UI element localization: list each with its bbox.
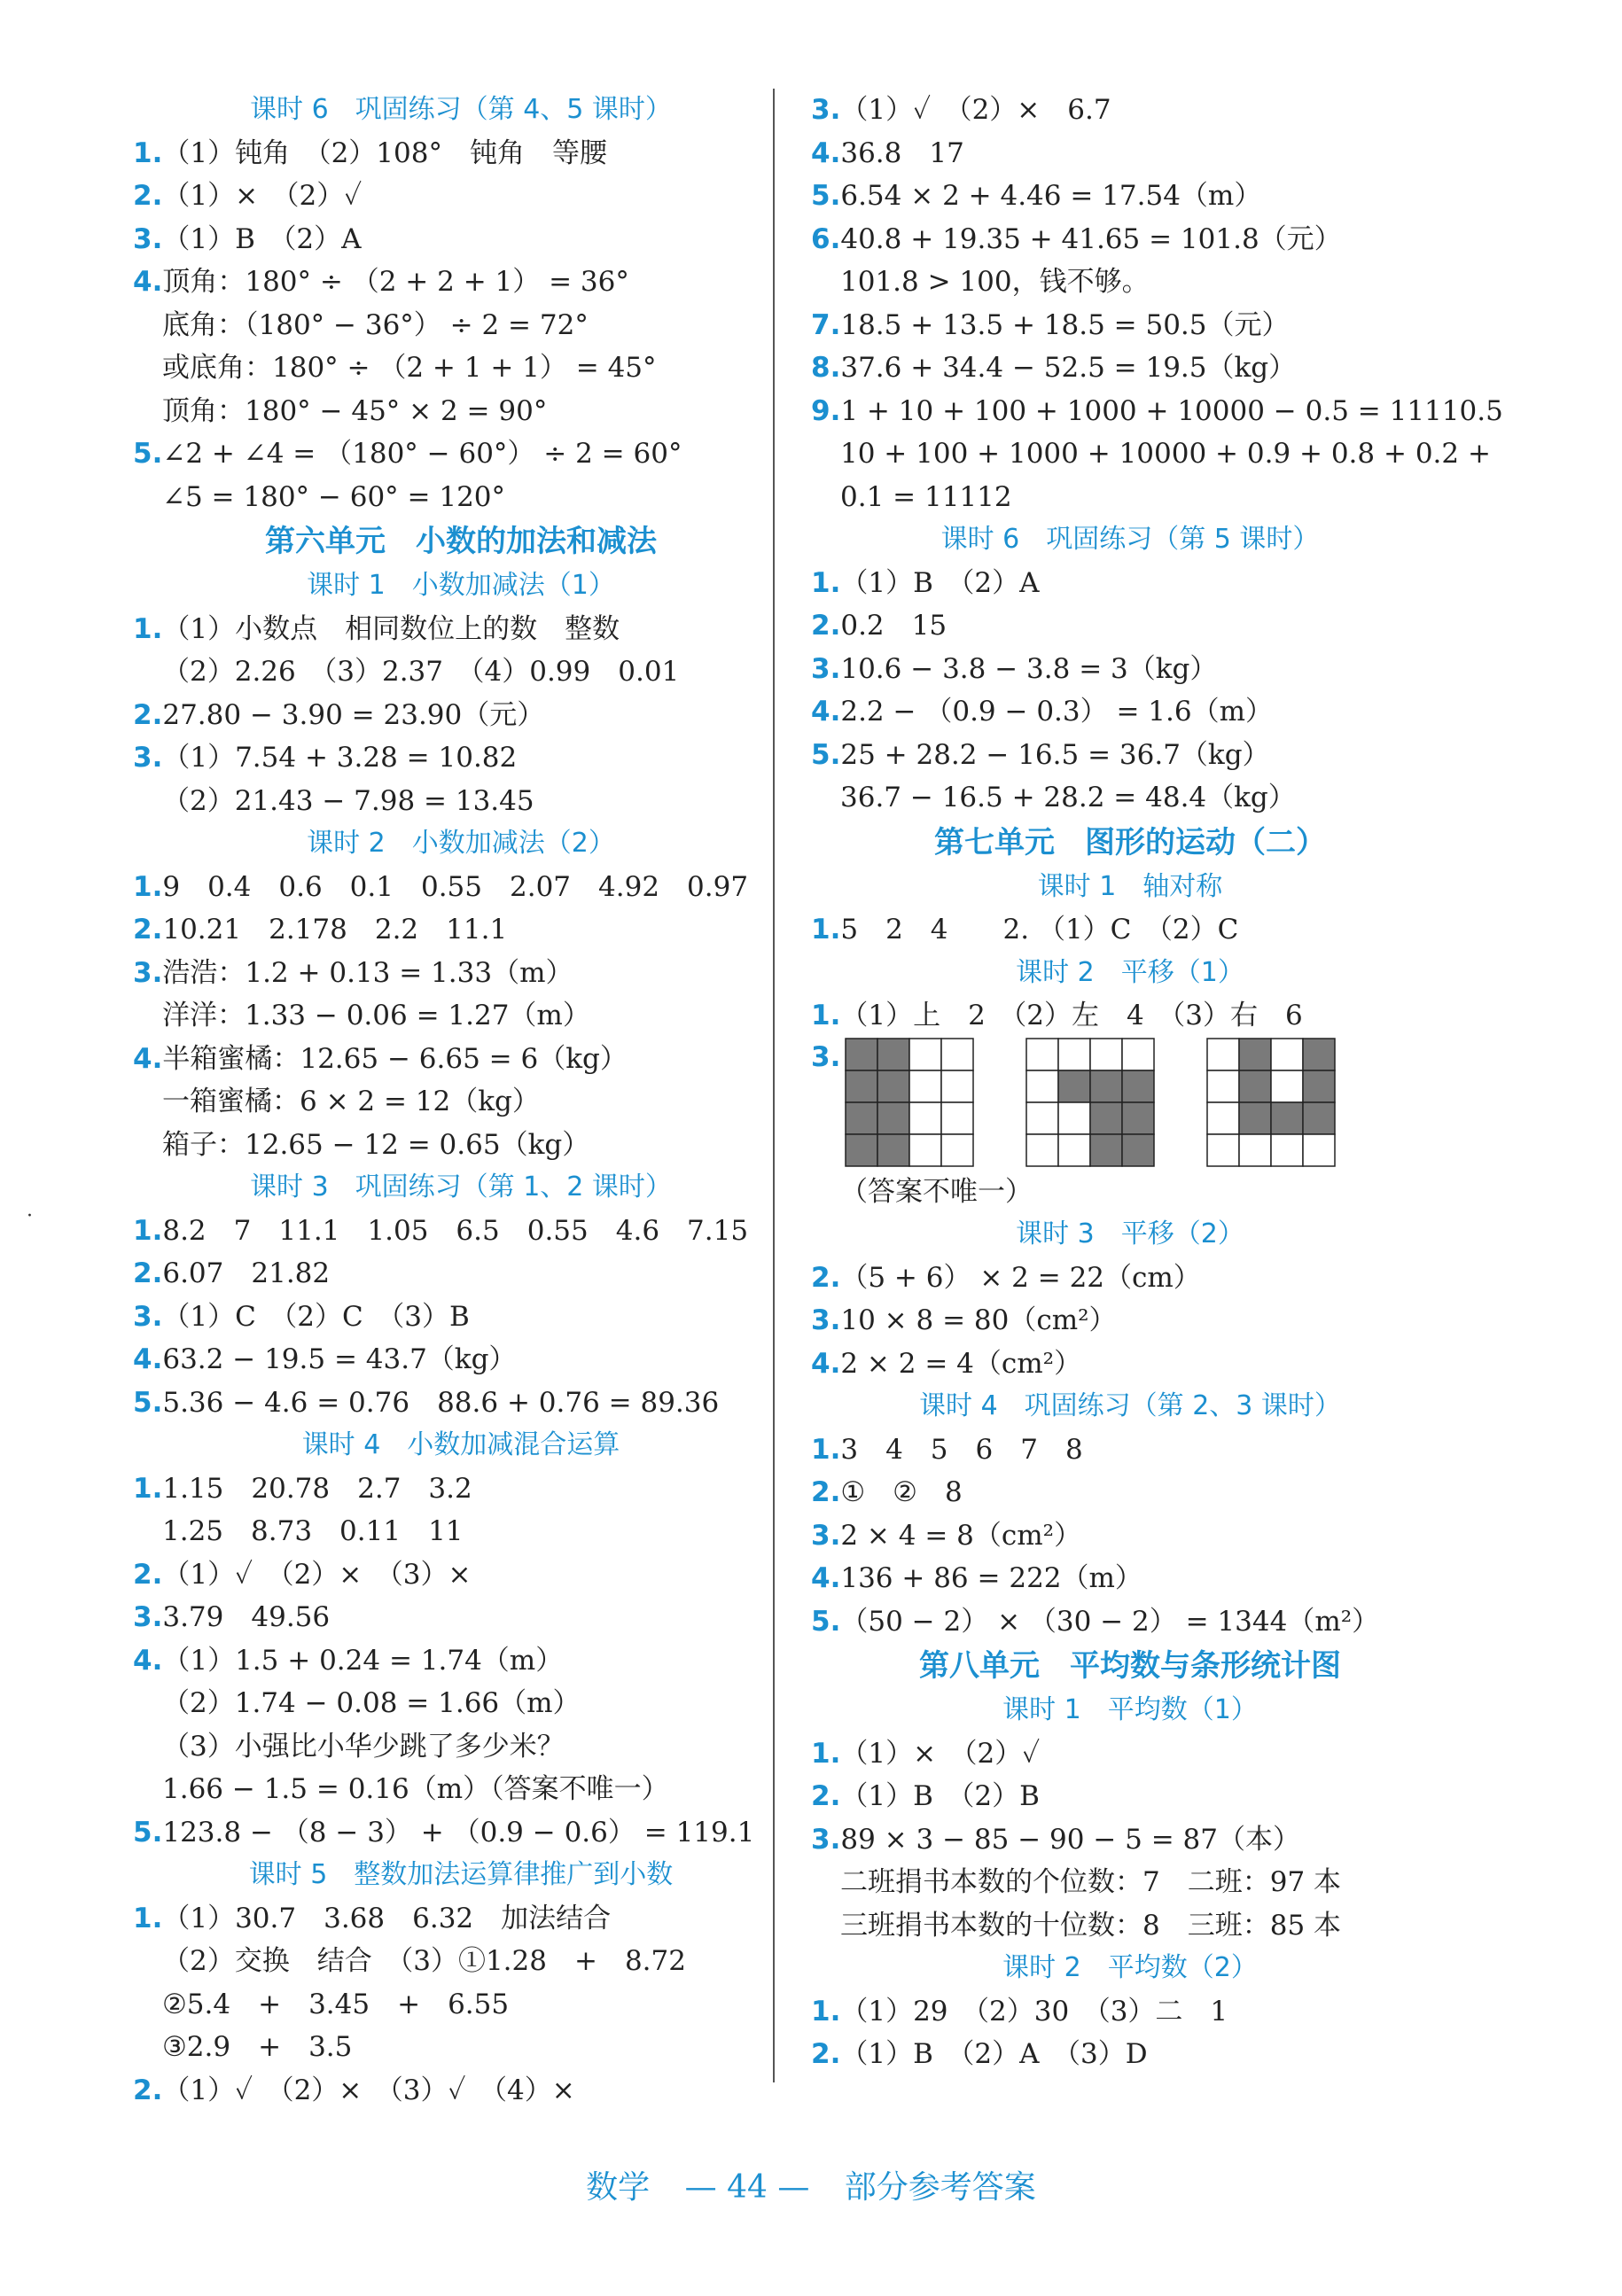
- grid-cell-empty: [1090, 1039, 1122, 1070]
- question-number: 5.: [133, 1386, 163, 1419]
- lesson-heading: 课时 1 轴对称: [1037, 870, 1223, 902]
- grid-cell-empty: [1207, 1070, 1239, 1102]
- grid-cell-empty: [1207, 1039, 1239, 1070]
- answer-line: [133, 952, 789, 995]
- answer-text: （1）B （2）A: [162, 222, 362, 255]
- grid-cell-filled: [877, 1039, 909, 1070]
- answer-text: （1）钝角 （2）108° 钝角 等腰: [162, 136, 607, 169]
- margin-mark: ·: [27, 1205, 33, 1227]
- answer-continuation: （答案不唯一）: [840, 1175, 1033, 1208]
- answer-line: [811, 1343, 1449, 1386]
- answer-continuation: 顶角：180° − 45° × 2 = 90°: [162, 394, 548, 427]
- answer-line: [133, 1038, 789, 1081]
- grid-cell-filled: [1303, 1102, 1335, 1134]
- question-number: 2.: [811, 610, 841, 642]
- answer-text: 10.6 − 3.8 − 3.8 = 3（kg）: [840, 652, 1218, 685]
- answer-line: [133, 2069, 789, 2113]
- answer-text: 3 4 5 6 7 8: [840, 1433, 1083, 1466]
- answer-continuation: ∠5 = 180° − 60° = 120°: [162, 480, 506, 513]
- grid-cell-empty: [909, 1039, 941, 1070]
- question-number: 2.: [811, 1261, 841, 1294]
- grid-cell-empty: [1026, 1039, 1058, 1070]
- grid-cell-filled: [1239, 1070, 1271, 1102]
- answer-line: [133, 694, 789, 737]
- lesson-heading: 课时 1 小数加减法（1）: [307, 570, 615, 601]
- answer-line: [811, 1775, 1449, 1818]
- answer-line: [811, 994, 1449, 1038]
- question-number: 1.: [133, 1472, 163, 1505]
- grid-cell-empty: [1026, 1134, 1058, 1166]
- answer-text: 半箱蜜橘：12.65 − 6.65 = 6（kg）: [162, 1042, 628, 1075]
- question-number: 2.: [133, 180, 163, 212]
- question-number: 3.: [811, 652, 841, 685]
- question-number: 6.: [811, 222, 841, 255]
- grid-cell-filled: [1122, 1102, 1154, 1134]
- answer-continuation: （2）交换 结合 （3）①1.28 + 8.72: [162, 1945, 686, 1977]
- lesson-heading: 课时 2 平移（1）: [1016, 956, 1244, 988]
- answer-text: 27.80 − 3.90 = 23.90（元）: [162, 698, 545, 731]
- answer-line: [133, 736, 789, 780]
- answer-continuation: ③2.9 + 3.5: [162, 2031, 353, 2063]
- answer-text: 1 + 10 + 100 + 1000 + 10000 − 0.5 = 11110.5: [840, 394, 1503, 427]
- answer-line: [811, 2033, 1449, 2076]
- answer-text: 5 2 4 2. （1）C （2）C: [840, 914, 1239, 946]
- answer-line: [133, 866, 789, 909]
- answer-text: （1）1.5 + 0.24 = 1.74（m）: [162, 1644, 564, 1677]
- answer-line: [811, 1514, 1449, 1558]
- question-number: 5.: [811, 738, 841, 771]
- footer-section: 部分参考答案: [844, 2169, 1036, 2206]
- answer-text: 63.2 − 19.5 = 43.7（kg）: [162, 1343, 517, 1375]
- answer-line: [811, 562, 1449, 605]
- answer-text: 18.5 + 13.5 + 18.5 = 50.5（元）: [840, 308, 1290, 341]
- question-number: 3.: [133, 742, 163, 774]
- answer-text: 浩浩：1.2 + 0.13 = 1.33（m）: [162, 956, 573, 989]
- unit-heading: 第八单元 平均数与条形统计图: [919, 1648, 1341, 1684]
- question-number: 3.: [811, 1519, 841, 1552]
- grid-figure-3: [1206, 1038, 1336, 1167]
- question-number: 1.: [811, 1000, 841, 1031]
- grid-cell-filled: [1239, 1102, 1271, 1134]
- question-number: 2.: [811, 1780, 841, 1812]
- answer-text: （1）30.7 3.68 6.32 加法结合: [162, 1902, 612, 1934]
- grid-cell-filled: [1303, 1039, 1335, 1070]
- grid-cell-empty: [909, 1102, 941, 1134]
- answer-text: （1）B （2）B: [840, 1780, 1040, 1812]
- answer-text: （1）29 （2）30 （3）二 1: [840, 1995, 1228, 2027]
- answer-continuation: 1.66 − 1.5 = 0.16（m）（答案不唯一）: [162, 1773, 669, 1805]
- grid-cell-filled: [1058, 1070, 1090, 1102]
- answer-line: [133, 908, 789, 952]
- question-number: 3.: [133, 222, 163, 255]
- question-number: 1.: [811, 1995, 841, 2027]
- lesson-heading: 课时 6 巩固练习（第 5 课时）: [940, 524, 1320, 555]
- answer-continuation: 底角：（180° − 36°） ÷ 2 = 72°: [162, 308, 589, 341]
- answer-line: [133, 261, 789, 304]
- answer-line: [133, 175, 789, 218]
- answer-text: 89 × 3 − 85 − 90 − 5 = 87（本）: [840, 1823, 1301, 1856]
- answer-line: [133, 1210, 789, 1253]
- answer-text: （50 − 2） × （30 − 2） = 1344（m²）: [840, 1605, 1380, 1638]
- question-number: 2.: [133, 2074, 163, 2106]
- question-number: 1.: [133, 870, 163, 903]
- question-number: 3.: [133, 956, 163, 989]
- grid-cell-filled: [846, 1134, 877, 1166]
- question-number: 1.: [811, 1737, 841, 1770]
- grid-cell-filled: [877, 1070, 909, 1102]
- question-number: 8.: [811, 352, 841, 384]
- question-number: 1.: [811, 914, 841, 946]
- lesson-heading: 课时 1 平均数（1）: [1002, 1694, 1258, 1725]
- answer-continuation: 101.8 > 100，钱不够。: [840, 266, 1150, 298]
- answer-text: （1）7.54 + 3.28 = 10.82: [162, 742, 518, 774]
- answer-text: （1）小数点 相同数位上的数 整数: [162, 612, 620, 645]
- answer-line: [811, 1990, 1449, 2034]
- answer-continuation: （3）小强比小华少跳了多少米？: [162, 1730, 565, 1763]
- answer-text: 6.07 21.82: [162, 1257, 331, 1289]
- lesson-heading: 课时 3 平移（2）: [1016, 1218, 1244, 1249]
- answer-line: [811, 1557, 1449, 1600]
- answer-text: 2.2 − （0.9 − 0.3） = 1.6（m）: [840, 696, 1274, 728]
- answer-text: 8.2 7 11.1 1.05 6.5 0.55 4.6 7.15: [162, 1214, 749, 1247]
- answer-text: （1）B （2）A （3）D: [840, 2038, 1148, 2070]
- question-number: 3.: [811, 1823, 841, 1856]
- answer-line: [811, 1257, 1449, 1300]
- grid-cell-empty: [909, 1070, 941, 1102]
- answer-text: 0.2 15: [840, 610, 947, 642]
- page-number: — 44 —: [684, 2169, 810, 2206]
- answer-text: （1）× （2）✓: [840, 1737, 1041, 1770]
- lesson-heading: 课时 6 巩固练习（第 4、5 课时）: [250, 94, 672, 125]
- lesson-heading: 课时 4 小数加减混合运算: [301, 1429, 620, 1460]
- answer-text: 2 × 4 = 8（cm²）: [840, 1519, 1082, 1552]
- answer-line: [811, 132, 1449, 175]
- question-number: 1.: [133, 612, 163, 645]
- answer-text: ① ② 8: [840, 1476, 963, 1508]
- answer-line: [811, 218, 1449, 261]
- answer-text: （1）B （2）A: [840, 566, 1040, 599]
- answer-line: [133, 1296, 789, 1339]
- left-column: [133, 89, 789, 2112]
- grid-cell-empty: [1271, 1039, 1303, 1070]
- grid-cell-empty: [909, 1134, 941, 1166]
- answer-continuation: 或底角：180° ÷ （2 + 1 + 1） = 45°: [162, 352, 657, 384]
- answer-continuation: 10 + 100 + 1000 + 10000 + 0.9 + 0.8 + 0.2 +: [840, 438, 1491, 470]
- answer-line: [811, 175, 1449, 218]
- grid-cell-filled: [846, 1102, 877, 1134]
- answer-continuation: （2）2.26 （3）2.37 （4）0.99 0.01: [162, 656, 680, 688]
- question-number: 1.: [133, 1902, 163, 1934]
- answer-line: [133, 1467, 789, 1511]
- question-number: 4.: [133, 1042, 163, 1075]
- answer-line: [811, 1818, 1449, 1862]
- answer-text: 顶角：180° ÷ （2 + 2 + 1） = 36°: [162, 266, 629, 298]
- answer-continuation: 二班捐书本数的个位数：7 二班：97 本: [840, 1866, 1342, 1898]
- answer-text: 6.54 × 2 + 4.46 = 17.54（m）: [840, 180, 1262, 212]
- answer-line: [811, 346, 1449, 390]
- question-number: 3.: [133, 1601, 163, 1633]
- answer-line: [133, 1553, 789, 1597]
- answer-text: 136 + 86 = 222（m）: [840, 1562, 1142, 1594]
- grid-cell-empty: [1058, 1134, 1090, 1166]
- grid-cell-filled: [846, 1039, 877, 1070]
- grid-cell-empty: [1058, 1102, 1090, 1134]
- answer-line: [133, 1897, 789, 1941]
- question-number: 2.: [133, 1257, 163, 1289]
- lesson-heading: 课时 2 平均数（2）: [1002, 1952, 1258, 1983]
- page-footer: [0, 2162, 1622, 2207]
- answer-line: [811, 1600, 1449, 1644]
- lesson-heading: 课时 4 巩固练习（第 2、3 课时）: [919, 1390, 1341, 1421]
- question-number: 9.: [811, 394, 841, 427]
- grid-cell-filled: [1303, 1070, 1335, 1102]
- answer-text: 36.8 17: [840, 136, 964, 169]
- question-number: 2.: [133, 1558, 163, 1591]
- question-number: 4.: [811, 696, 841, 728]
- grid-cell-filled: [1271, 1102, 1303, 1134]
- answer-continuation: （2）1.74 − 0.08 = 1.66（m）: [162, 1687, 581, 1719]
- grid-cell-empty: [1122, 1039, 1154, 1070]
- answer-line: [133, 432, 789, 476]
- grid-cell-empty: [1058, 1039, 1090, 1070]
- answer-line: [811, 89, 1449, 132]
- question-number: 7.: [811, 308, 841, 341]
- grid-cell-empty: [941, 1070, 973, 1102]
- question-number: 5.: [811, 180, 841, 212]
- question-number: 3.: [133, 1300, 163, 1333]
- grid-cell-empty: [1303, 1134, 1335, 1166]
- lesson-heading: 课时 2 小数加减法（2）: [307, 828, 615, 859]
- answer-line: [811, 648, 1449, 691]
- answer-line: [811, 690, 1449, 734]
- grid-figure-1: [845, 1038, 974, 1167]
- answer-continuation: 1.25 8.73 0.11 11: [162, 1515, 464, 1547]
- answer-line: [133, 132, 789, 175]
- grid-figures: [845, 1038, 1336, 1167]
- answer-continuation: （2）21.43 − 7.98 = 13.45: [162, 784, 534, 817]
- answer-text: （1）✓ （2）× 6.7: [840, 94, 1111, 126]
- question-number: 4.: [133, 1644, 163, 1677]
- answer-text: 2 × 2 = 4（cm²）: [840, 1347, 1082, 1380]
- answer-text: ∠2 + ∠4 = （180° − 60°） ÷ 2 = 60°: [162, 438, 682, 470]
- grid-figure-2: [1025, 1038, 1155, 1167]
- answer-text: 37.6 + 34.4 − 52.5 = 19.5（kg）: [840, 352, 1297, 384]
- question-number: 4.: [133, 266, 163, 298]
- question-number: 3.: [811, 94, 841, 126]
- answer-text: （5 + 6） × 2 = 22（cm）: [840, 1261, 1201, 1294]
- answer-continuation: 三班捐书本数的十位数：8 三班：85 本: [840, 1909, 1342, 1942]
- answer-text: 5.36 − 4.6 = 0.76 88.6 + 0.76 = 89.36: [162, 1386, 720, 1419]
- grid-answer-row: [811, 1038, 1449, 1171]
- answer-line: [133, 608, 789, 651]
- answer-line: [811, 304, 1449, 347]
- answer-text: （1）C （2）C （3）B: [162, 1300, 470, 1333]
- question-number: 4.: [811, 1562, 841, 1594]
- lesson-heading: 课时 3 巩固练习（第 1、2 课时）: [250, 1171, 672, 1202]
- question-number: 1.: [811, 1433, 841, 1466]
- answer-text: （1）上 2 （2）左 4 （3）右 6: [840, 1000, 1303, 1031]
- grid-cell-filled: [1122, 1070, 1154, 1102]
- answer-continuation: 0.1 = 11112: [840, 480, 1012, 513]
- grid-cell-filled: [877, 1102, 909, 1134]
- unit-heading: 第七单元 图形的运动（二）: [934, 824, 1326, 860]
- grid-cell-empty: [1271, 1070, 1303, 1102]
- grid-cell-empty: [1207, 1134, 1239, 1166]
- grid-cell-empty: [941, 1039, 973, 1070]
- grid-cell-filled: [1239, 1039, 1271, 1070]
- answer-text: 123.8 − （8 − 3） + （0.9 − 0.6） = 119.1: [162, 1816, 755, 1848]
- answer-line: [811, 1428, 1449, 1472]
- question-number: 2.: [133, 698, 163, 731]
- footer-subject: 数学: [586, 2169, 651, 2206]
- answer-text: 3.79 49.56: [162, 1601, 331, 1633]
- grid-cell-empty: [941, 1102, 973, 1134]
- question-number: 3.: [811, 1040, 841, 1073]
- question-number: 2.: [133, 914, 163, 946]
- answer-text: （1）✓ （2）× （3）×: [162, 1558, 472, 1591]
- answer-line: [811, 1732, 1449, 1776]
- answer-line: [811, 1471, 1449, 1514]
- grid-cell-filled: [1090, 1102, 1122, 1134]
- grid-cell-empty: [941, 1134, 973, 1166]
- question-number: 1.: [133, 1214, 163, 1247]
- grid-cell-empty: [1026, 1070, 1058, 1102]
- answer-line: [811, 390, 1503, 433]
- grid-cell-empty: [1239, 1134, 1271, 1166]
- answer-text: （1）× （2）✓: [162, 180, 363, 212]
- question-number: 2.: [811, 1476, 841, 1508]
- question-number: 3.: [811, 1304, 841, 1336]
- answer-line: [133, 1811, 789, 1855]
- grid-cell-filled: [877, 1134, 909, 1166]
- answer-text: 10.21 2.178 2.2 11.1: [162, 914, 508, 946]
- answer-continuation: 36.7 − 16.5 + 28.2 = 48.4（kg）: [840, 782, 1296, 813]
- answer-text: 25 + 28.2 − 16.5 = 36.7（kg）: [840, 738, 1270, 771]
- question-number: 4.: [811, 1347, 841, 1380]
- answer-continuation: 洋洋：1.33 − 0.06 = 1.27（m）: [162, 1000, 590, 1031]
- question-number: 4.: [133, 1343, 163, 1375]
- question-number: 2.: [811, 2038, 841, 2070]
- question-number: 4.: [811, 136, 841, 169]
- answer-line: [133, 1639, 789, 1683]
- answer-line: [133, 218, 789, 261]
- unit-heading: 第六单元 小数的加法和减法: [265, 524, 657, 559]
- answer-line: [811, 604, 1449, 648]
- answer-line: [811, 734, 1449, 777]
- answer-continuation: 箱子：12.65 − 12 = 0.65（kg）: [162, 1128, 590, 1161]
- lesson-heading: 课时 5 整数加法运算律推广到小数: [248, 1859, 674, 1890]
- question-number: 1.: [811, 566, 841, 599]
- column-divider: [773, 89, 775, 2082]
- grid-cell-filled: [1090, 1070, 1122, 1102]
- grid-cell-filled: [846, 1070, 877, 1102]
- grid-cell-filled: [1122, 1134, 1154, 1166]
- answer-text: （1）✓ （2）× （3）✓ （4）×: [162, 2074, 575, 2106]
- answer-line: [133, 1338, 789, 1381]
- answer-text: 1.15 20.78 2.7 3.2: [162, 1472, 472, 1505]
- answer-text: 9 0.4 0.6 0.1 0.55 2.07 4.92 0.97: [162, 870, 749, 903]
- answer-continuation: ②5.4 + 3.45 + 6.55: [162, 1988, 510, 2020]
- right-column: [811, 89, 1503, 2076]
- grid-cell-empty: [1026, 1102, 1058, 1134]
- question-number: 1.: [133, 136, 163, 169]
- answer-line: [133, 1381, 789, 1425]
- answer-text: 10 × 8 = 80（cm²）: [840, 1304, 1117, 1336]
- question-number: 5.: [133, 438, 163, 470]
- answer-text: 40.8 + 19.35 + 41.65 = 101.8（元）: [840, 222, 1342, 255]
- grid-cell-empty: [1271, 1134, 1303, 1166]
- question-number: 5.: [811, 1605, 841, 1638]
- answer-continuation: 一箱蜜橘：6 × 2 = 12（kg）: [162, 1086, 540, 1117]
- question-number: 5.: [133, 1816, 163, 1848]
- grid-cell-filled: [1090, 1134, 1122, 1166]
- answer-line: [811, 908, 1449, 952]
- answer-line: [811, 1299, 1449, 1343]
- grid-cell-empty: [1207, 1102, 1239, 1134]
- answer-line: [133, 1252, 789, 1296]
- answer-line: [133, 1596, 789, 1639]
